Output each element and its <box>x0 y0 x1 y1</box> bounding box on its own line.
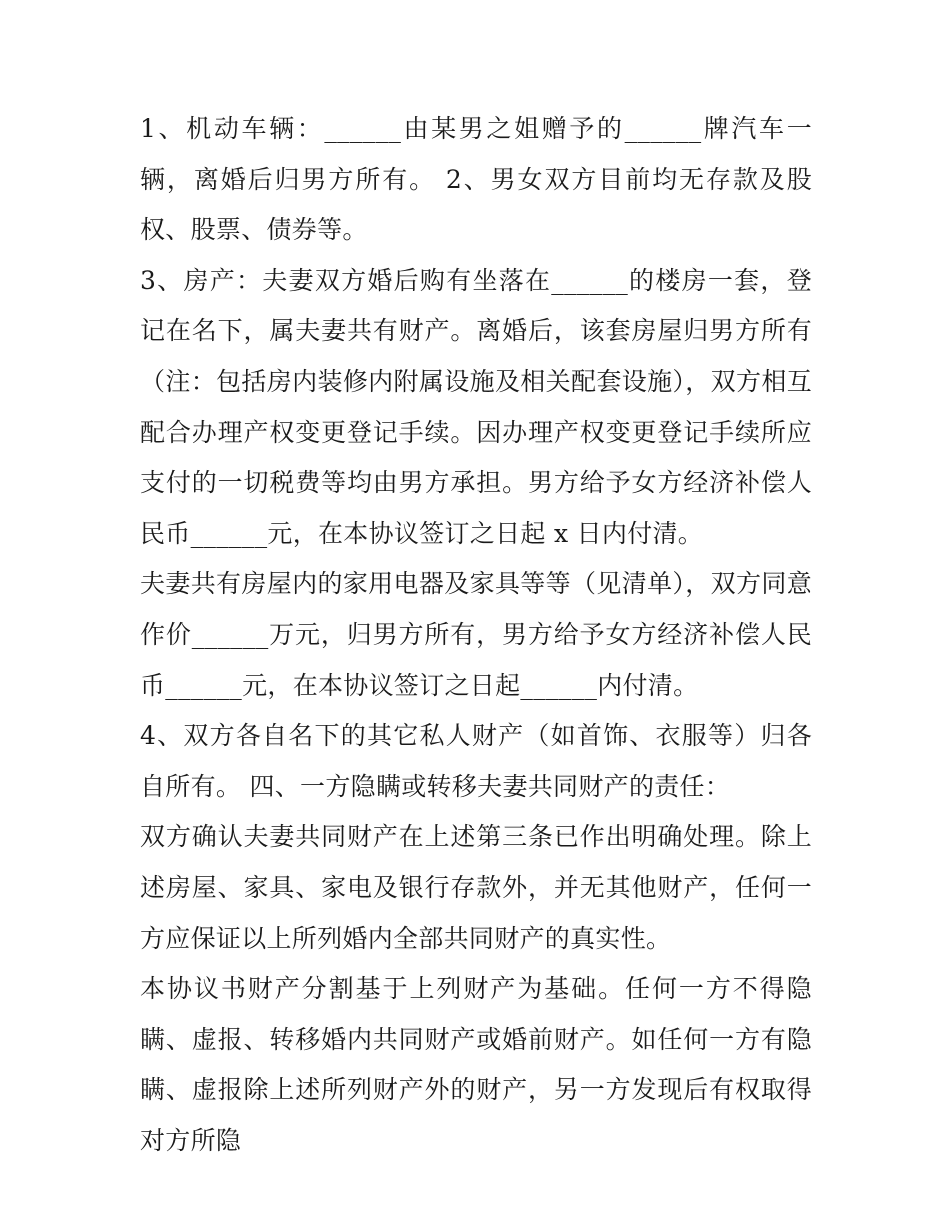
paragraph-vehicle-and-savings: 1、机动车辆：______由某男之姐赠予的______牌汽车一辆，离婚后归男方所有。 2、男女双方目前均无存款及股权、股票、债券等。 <box>140 114 812 245</box>
paragraph-private-property: 4、双方各自名下的其它私人财产（如首饰、衣服等）归各自所有。 四、一方隐瞒或转移夫妻共同财产的责任： <box>140 721 812 801</box>
paragraph-concealment-clause: 本协议书财产分割基于上列财产为基础。任何一方不得隐瞒、虚报、转移婚内共同财产或婚前财产。如任何一方有隐瞒、虚报除上述所列财产外的财产，另一方发现后有权取得对方所隐 <box>140 974 812 1155</box>
document-body <box>140 104 812 1166</box>
paragraph-property-confirmation: 双方确认夫妻共同财产在上述第三条已作出明确处理。除上述房屋、家具、家电及银行存款外，并无其他财产，任何一方应保证以上所列婚内全部共同财产的真实性。 <box>140 822 812 953</box>
paragraph-real-estate: 3、房产：夫妻双方婚后购有坐落在______的楼房一套，登记在名下，属夫妻共有财产。离婚后，该套房屋归男方所有（注：包括房内装修内附属设施及相关配套设施），双方相互配合办理产权变更登记手续。因办理产权变更登记手续所应支付的一切税费等均由男方承担。男方给予女方经济补偿人民币______元，在本协议签订之日起 x 日内付清。 <box>140 265 812 548</box>
paragraph-household-appliances: 夫妻共有房屋内的家用电器及家具等等（见清单），双方同意作价______万元，归男方所有，男方给予女方经济补偿人民币______元，在本协议签订之日起______内付清。 <box>140 569 812 700</box>
